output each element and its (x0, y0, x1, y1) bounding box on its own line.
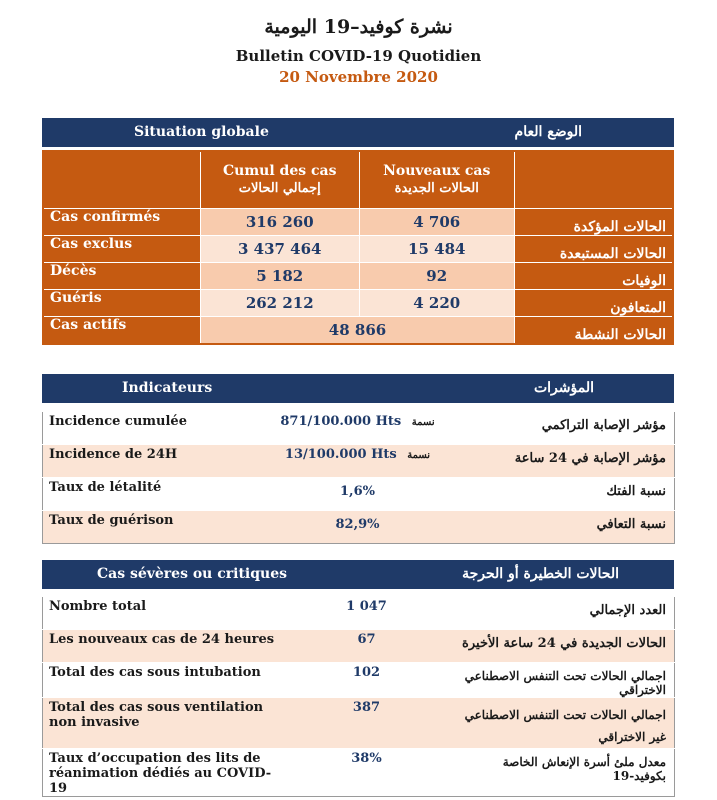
table-row (43, 597, 675, 630)
severe-label-ar: اجمالي الحالات تحت التنفس الاصطناعي غير الاختراقي (451, 698, 675, 749)
cumul-value: 3 437 464 (201, 236, 360, 263)
cumul-value: 262 212 (201, 290, 360, 317)
severe-header (42, 560, 674, 589)
row-label-fr: Cas confirmés (43, 209, 201, 236)
severe-label-fr: Total des cas sous intubation (43, 663, 283, 698)
row-label-ar: الحالات المؤكدة (514, 209, 673, 236)
indicator-unit-ar: نسمة (407, 450, 431, 461)
row-label-fr: Cas exclus (43, 236, 201, 263)
indicator-label-ar: مؤشر الإصابة التراكمي (473, 412, 675, 445)
indicator-label-fr: Taux de guérison (43, 511, 243, 544)
row-label-ar: الحالات المستبعدة (514, 236, 673, 263)
col-cumul-header: Cumul des cas إجمالي الحالات (201, 151, 360, 209)
cumul-value: 5 182 (201, 263, 360, 290)
severe-table (42, 596, 675, 797)
severe-label-fr: Total des cas sous ventilation non invasive (43, 698, 283, 749)
severe-title-ar: الحالات الخطيرة أو الحرجة (462, 566, 619, 582)
table-row (43, 663, 675, 698)
title-arabic: نشرة كوفيد–19 اليومية (264, 16, 453, 38)
situation-title-ar: الوضع العام (514, 124, 582, 140)
new-value: 4 706 (359, 209, 514, 236)
indicators-title-ar: المؤشرات (533, 380, 594, 396)
new-value: 15 484 (359, 236, 514, 263)
severe-value: 67 (283, 630, 451, 663)
table-row (43, 478, 675, 511)
situation-header (42, 118, 674, 147)
indicator-label-fr: Taux de létalité (43, 478, 243, 511)
table-row (43, 511, 675, 544)
severe-value: 102 (283, 663, 451, 698)
severe-label-ar: معدل ملئ أسرة الإنعاش الخاصة بكوفيد-19 (451, 749, 675, 797)
bulletin-date: 20 Novembre 2020 (279, 68, 438, 86)
severe-label-ar: العدد الإجمالي (451, 597, 675, 630)
indicator-value: 1,6% (243, 478, 473, 511)
indicator-unit-ar: نسمة (411, 417, 435, 428)
table-row (43, 445, 675, 478)
cumul-value: 316 260 (201, 209, 360, 236)
indicators-header (42, 374, 674, 403)
indicator-label-ar: نسبة التعافي (473, 511, 675, 544)
severe-label-fr: Les nouveaux cas de 24 heures (43, 630, 283, 663)
table-row (43, 749, 675, 797)
col-new-header: Nouveaux cas الحالات الجديدة (359, 151, 514, 209)
row-label-ar: المتعافون (514, 290, 673, 317)
indicators-table (42, 411, 675, 544)
severe-label-fr: Taux d’occupation des lits de réanimation dédiés au COVID-19 (43, 749, 283, 797)
row-label-ar: الوفيات (514, 263, 673, 290)
active-value: 48 866 (201, 317, 515, 345)
table-row (43, 317, 673, 345)
situation-table (42, 150, 674, 345)
table-row (43, 290, 673, 317)
table-row (43, 412, 675, 445)
situation-title-fr: Situation globale (134, 124, 269, 140)
indicator-label-fr: Incidence de 24H (43, 445, 243, 478)
severe-label-fr: Nombre total (43, 597, 283, 630)
situation-column-headers (43, 151, 673, 209)
table-row (43, 630, 675, 663)
table-row (43, 236, 673, 263)
table-row (43, 263, 673, 290)
new-value: 92 (359, 263, 514, 290)
indicator-label-ar: مؤشر الإصابة في 24 ساعة (473, 445, 675, 478)
row-label-fr: Décès (43, 263, 201, 290)
indicator-value: 871/100.000 Hts نسمة (243, 412, 473, 445)
title-french: Bulletin COVID-19 Quotidien (235, 47, 482, 65)
severe-title-fr: Cas sévères ou critiques (97, 566, 287, 582)
severe-value: 38% (283, 749, 451, 797)
severe-value: 1 047 (283, 597, 451, 630)
indicator-value: 13/100.000 Hts نسمة (243, 445, 473, 478)
severe-label-ar: الحالات الجديدة في 24 ساعة الأخيرة (451, 630, 675, 663)
row-label-ar: الحالات النشطة (514, 317, 673, 345)
indicator-label-ar: نسبة الفتك (473, 478, 675, 511)
indicator-label-fr: Incidence cumulée (43, 412, 243, 445)
new-value: 4 220 (359, 290, 514, 317)
indicators-title-fr: Indicateurs (122, 380, 213, 396)
indicator-value: 82,9% (243, 511, 473, 544)
row-label-fr: Cas actifs (43, 317, 201, 345)
table-row (43, 209, 673, 236)
row-label-fr: Guéris (43, 290, 201, 317)
severe-value: 387 (283, 698, 451, 749)
table-row (43, 698, 675, 749)
severe-label-ar: اجمالي الحالات تحت التنفس الاصطناعي الاختراقي (451, 663, 675, 698)
